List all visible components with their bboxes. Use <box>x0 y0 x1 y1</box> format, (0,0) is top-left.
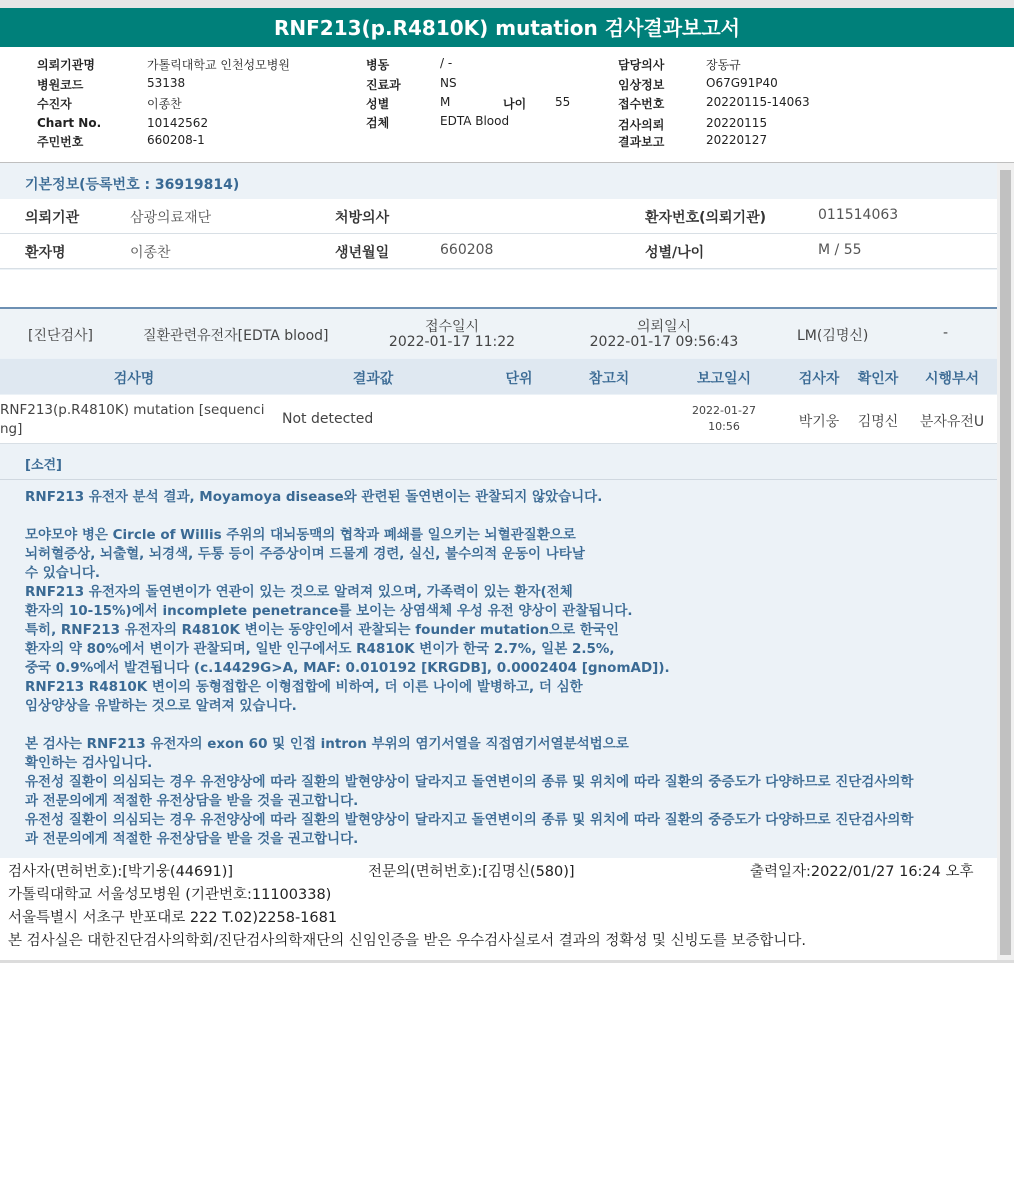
report-time: 10:56 <box>708 420 740 433</box>
header-label: 검사의뢰 <box>618 118 665 132</box>
header-label: 담당의사 <box>618 58 665 72</box>
field-label: 처방의사 <box>335 210 390 226</box>
header-value: 장동규 <box>706 58 741 72</box>
result-table-header <box>0 359 997 394</box>
header-value: 53138 <box>147 76 186 90</box>
test-name-cell-cont: ng] <box>0 421 23 437</box>
field-value: 삼광의료재단 <box>130 210 212 226</box>
field-label: 환자명 <box>25 245 66 261</box>
opinion-divider <box>0 479 997 480</box>
tester-license: 검사자(면허번호):[박기웅(44691)] <box>8 864 234 880</box>
test-name: 질환관련유전자[EDTA blood] <box>143 328 329 344</box>
hospital-name: 가톨릭대학교 서울성모병원 (기관번호:11100338) <box>8 887 332 903</box>
header-value: EDTA Blood <box>440 114 510 128</box>
top-strip <box>0 0 1014 8</box>
header-label: 성별 <box>366 97 390 111</box>
blank-row <box>0 270 997 307</box>
field-label: 환자번호(의뢰기관) <box>645 210 766 226</box>
header-value: 10142562 <box>147 116 209 130</box>
field-label: 성별/나이 <box>645 245 705 261</box>
department-cell: 분자유전U <box>919 414 985 430</box>
tester-cell: 박기웅 <box>798 414 840 430</box>
header-label: 병원코드 <box>37 78 84 92</box>
header-label: 병동 <box>366 58 390 72</box>
header-value: 20220127 <box>706 133 768 147</box>
header-label: Chart No. <box>37 116 102 130</box>
confirmer-cell: 김명신 <box>857 414 899 430</box>
column-header: 단위 <box>505 371 533 387</box>
result-value: Not detected <box>282 411 374 427</box>
header-value: 20220115-14063 <box>706 95 810 109</box>
header-label: 주민번호 <box>37 135 84 149</box>
field-value: M / 55 <box>818 242 862 258</box>
column-header: 검사자 <box>798 371 840 387</box>
received-label: 접수일시 <box>424 319 480 335</box>
test-info-row <box>0 309 997 358</box>
dash: - <box>943 325 949 341</box>
header-value: / - <box>440 56 453 70</box>
header-info <box>0 47 1014 163</box>
header-value: 660208-1 <box>147 133 205 147</box>
field-label: 생년월일 <box>335 245 390 261</box>
bottom-border <box>0 960 1014 963</box>
header-value: 20220115 <box>706 116 768 130</box>
column-header: 확인자 <box>857 371 899 387</box>
header-label: 진료과 <box>366 78 401 92</box>
basic-info-title: 기본정보(등록번호 : 36919814) <box>25 177 240 193</box>
header-label: 결과보고 <box>618 135 665 149</box>
field-value: 011514063 <box>818 207 899 223</box>
basic-info-row <box>0 234 997 269</box>
report-footer <box>0 858 997 958</box>
report-date: 2022-01-27 <box>692 404 756 417</box>
header-label: 임상정보 <box>618 78 665 92</box>
header-value: M <box>440 95 451 109</box>
header-label: 나이 <box>503 97 527 111</box>
header-value: 이종찬 <box>147 97 182 111</box>
header-label: 검체 <box>366 116 390 130</box>
column-header: 참고치 <box>588 371 630 387</box>
header-value: 가톨릭대학교 인천성모병원 <box>147 58 290 72</box>
scrollbar-thumb[interactable] <box>1000 170 1011 955</box>
test-name-cell: RNF213(p.R4810K) mutation [sequenci <box>0 402 265 418</box>
print-date: 출력일자:2022/01/27 16:24 오후 <box>750 864 974 880</box>
column-header: 결과값 <box>352 371 394 387</box>
header-value: O67G91P40 <box>706 76 778 90</box>
specialist-license: 전문의(면허번호):[김명신(580)] <box>368 864 575 880</box>
header-label: 접수번호 <box>618 97 665 111</box>
report-title: RNF213(p.R4810K) mutation 검사결과보고서 <box>0 8 1014 47</box>
test-category: [진단검사] <box>28 328 94 344</box>
basic-info-row <box>0 199 997 234</box>
header-label: 의뢰기관명 <box>37 58 95 72</box>
requested-label: 의뢰일시 <box>636 319 692 335</box>
opinion-text: RNF213 유전자 분석 결과, Moyamoya disease와 관련된 돌연변이는 관찰되지 않았습니다. 모야모야 병은 Circle of Willis 주위의 대뇌동맥의 협착과 폐쇄를 일으키는 뇌혈관질환으로 뇌허혈증상, 뇌출혈, 뇌경색, 두통 등이 주증상이며 드물게 경련, 실신, 불수의적 운동이 나타날 수 있습니다. RNF213 유전자의 돌연변이가 연관이 있는 것으로 알려져 있으며, 가족력이 있는 환자(전체 환자의 10-15%)에서 incomplete penetrance를 보이는 상염색체 우성 유전 양상이 관찰됩니다. 특히, RNF213 유전자의 R4810K 변이는 동양인에서 관찰되는 founder mutation으로 한국인 환자의 약 80%에서 변이가 관찰되며, 일반 인구에서도 R4810K 변이가 한국 2.7%, 일본 2.5%, 중국 0.9%에서 발견됩니다 (c.14429G>A, MAF: 0.010192 [KRGDB], 0.0002404 [gnomAD]). RNF213 R4810K 변이의 동형접합은 이형접합에 비하여, 더 이른 나이에 발병하고, 더 심한 임상양상을 유발하는 것으로 알려져 있습니다. 본 검사는 RNF213 유전자의 exon 60 및 인접 intron 부위의 염기서열을 직접염기서열분석법으로 확인하는 검사입니다. 유전성 질환이 의심되는 경우 유전양상에 따라 질환의 발현양상이 달라지고 돌연변이의 종류 및 위치에 따라 질환의 중증도가 다양하므로 진단검사의학 과 전문의에게 적절한 유전상담을 받을 것을 권고합니다. 유전성 질환이 의심되는 경우 유전양상에 따라 질환의 발현양상이 달라지고 돌연변이의 종류 및 위치에 따라 질환의 중증도가 다양하므로 진단검사의학 과 전문의에게 적절한 유전상담을 받을 것을 권고합니다. <box>25 489 914 847</box>
opinion-title: [소견] <box>25 458 62 473</box>
hospital-address: 서울특별시 서초구 반포대로 222 T.02)2258-1681 <box>8 910 338 926</box>
header-value: 55 <box>555 95 571 109</box>
column-header: 시행부서 <box>924 371 980 387</box>
header-label: 수진자 <box>37 97 72 111</box>
field-value: 이종찬 <box>130 245 171 261</box>
column-header: 검사명 <box>113 371 155 387</box>
table-row <box>0 395 997 444</box>
field-value: 660208 <box>440 242 494 258</box>
certification-text: 본 검사실은 대한진단검사의학회/진단검사의학재단의 신임인증을 받은 우수검사실로서 결과의 정확성 및 신빙도를 보증합니다. <box>8 933 806 949</box>
column-header: 보고일시 <box>696 371 752 387</box>
requested-value: 2022-01-17 09:56:43 <box>589 334 739 350</box>
header-value: NS <box>440 76 457 90</box>
received-value: 2022-01-17 11:22 <box>388 334 516 350</box>
lab-name: LM(김명신) <box>797 328 869 344</box>
field-label: 의뢰기관 <box>25 210 80 226</box>
